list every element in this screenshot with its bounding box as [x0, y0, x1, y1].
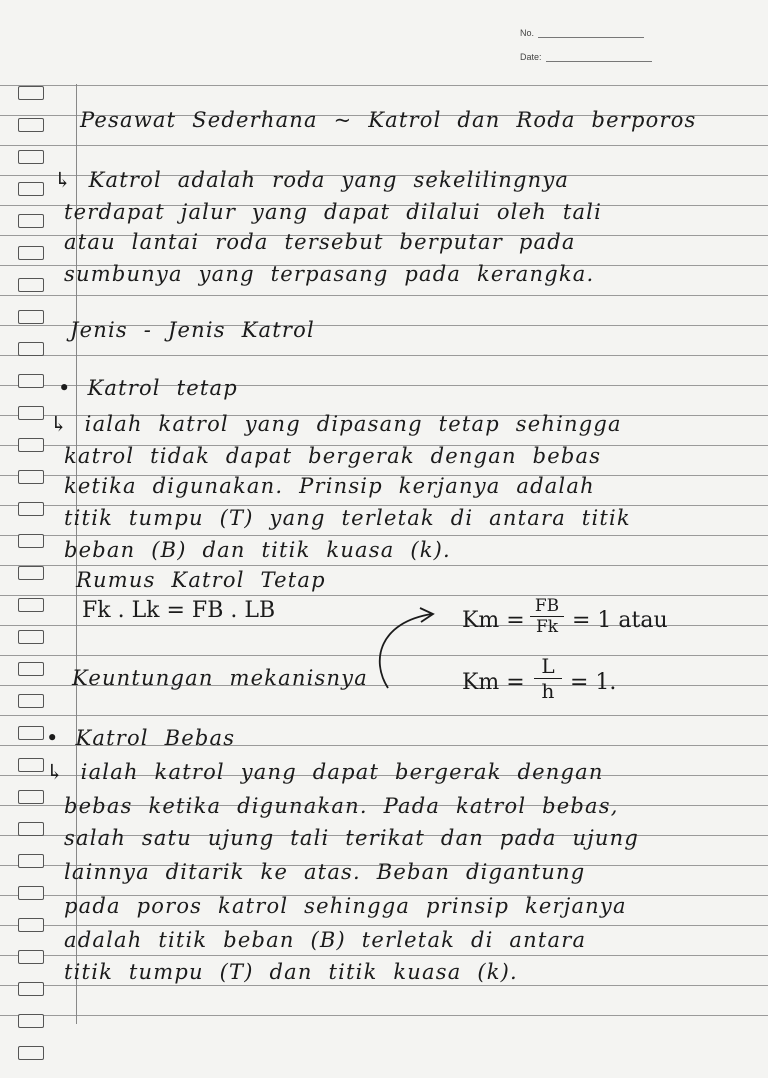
katrol-tetap-line-4: titik tumpu (T) yang terletak di antara titik [64, 506, 631, 530]
katrol-bebas-line-2: bebas ketika digunakan. Pada katrol bebas, [64, 794, 619, 818]
intro-line-3: atau lantai roda tersebut berputar pada [64, 230, 576, 254]
katrol-tetap-line-5: beban (B) dan titik kuasa (k). [64, 538, 451, 562]
binding-holes [18, 86, 48, 1078]
km1-right: = 1 atau [572, 608, 668, 633]
katrol-tetap-line-1: ↳ ialah katrol yang dipasang tetap sehingga [50, 412, 622, 436]
intro-line-1: ↳ Katrol adalah roda yang sekelilingnya [54, 168, 570, 192]
km2-denominator: h [541, 679, 555, 703]
date-label: Date: [520, 52, 542, 62]
page-header [0, 0, 768, 84]
km2-fraction [534, 654, 562, 703]
katrol-bebas-line-7: titik tumpu (T) dan titik kuasa (k). [64, 960, 518, 984]
katrol-bebas-line-1: ↳ ialah katrol yang dapat bergerak dengan [46, 760, 604, 784]
katrol-bebas-line-4: lainnya ditarik ke atas. Beban digantung [64, 860, 586, 884]
km1-left: Km = [462, 608, 525, 633]
km1-denominator: Fk [535, 617, 559, 637]
no-label: No. [520, 28, 535, 38]
intro-line-2: terdapat jalur yang dapat dilalui oleh tali [64, 200, 603, 224]
katrol-bebas-line-5: pada poros katrol sehingga prinsip kerjanya [64, 894, 627, 918]
keuntungan-label: Keuntungan mekanisnya [72, 666, 368, 690]
formula-main: Fk . Lk = FB . LB [82, 598, 276, 623]
page-title: Pesawat Sederhana ~ Katrol dan Roda berporos [80, 108, 697, 132]
km2-left: Km = [462, 670, 525, 695]
intro-line-4: sumbunya yang terpasang pada kerangka. [64, 262, 595, 286]
katrol-tetap-line-2: katrol tidak dapat bergerak dengan bebas [64, 444, 602, 468]
rumus-label: Rumus Katrol Tetap [76, 568, 326, 592]
katrol-tetap-line-3: ketika digunakan. Prinsip kerjanya adalah [64, 474, 595, 498]
curved-arrow-icon [360, 600, 450, 700]
katrol-bebas-line-3: salah satu ujung tali terikat dan pada ujung [64, 826, 640, 850]
page-meta [520, 14, 652, 62]
km2-numerator: L [541, 654, 555, 678]
katrol-tetap-heading: • Katrol tetap [58, 376, 238, 400]
date-line [546, 51, 652, 62]
katrol-bebas-line-6: adalah titik beban (B) terletak di antara [64, 928, 587, 952]
km2-right: = 1. [570, 670, 617, 695]
km1-numerator: FB [534, 596, 560, 616]
katrol-bebas-heading: • Katrol Bebas [46, 726, 236, 750]
km1-fraction [530, 596, 564, 637]
jenis-heading: Jenis - Jenis Katrol [70, 318, 315, 342]
no-line [538, 27, 644, 38]
